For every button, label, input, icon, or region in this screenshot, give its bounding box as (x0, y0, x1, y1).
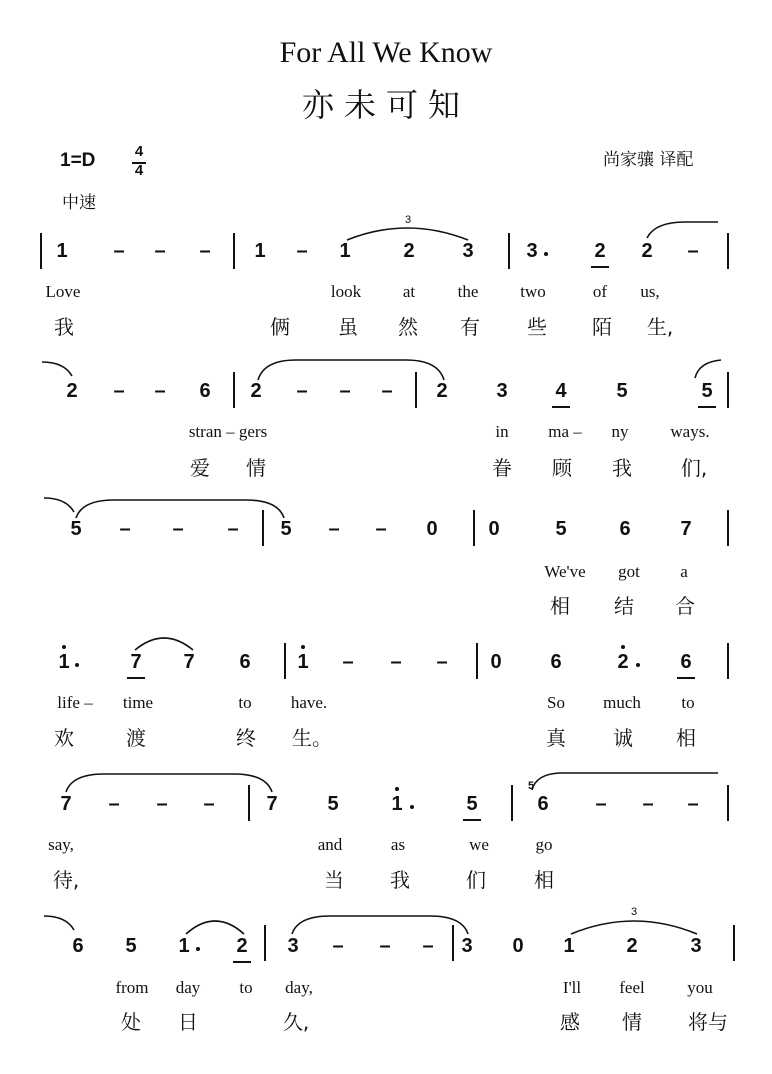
lyric-en: to (239, 978, 253, 997)
tie-continuation (44, 914, 76, 932)
lyric-en: to (238, 693, 252, 712)
note: – (390, 651, 402, 673)
note: – (199, 240, 211, 262)
lyric-zh: 诚 (613, 726, 633, 750)
note: 1 (254, 240, 266, 262)
slur (184, 914, 246, 936)
lyric-en: We've (544, 562, 586, 581)
lyric-zh: 相 (676, 726, 696, 750)
note: – (342, 651, 354, 673)
barline (508, 233, 510, 269)
tie-continuation (44, 496, 76, 514)
note: 1 (391, 793, 403, 815)
note: 7 (183, 651, 195, 673)
note: – (156, 793, 168, 815)
lyric-zh: 虽 (338, 315, 358, 339)
triplet-label: 3 (404, 214, 412, 226)
lyric-zh: 有 (460, 315, 480, 339)
lyric-en: of (592, 282, 608, 301)
note: – (381, 380, 393, 402)
lyric-en: we (469, 835, 489, 854)
augmentation-dot (75, 663, 79, 667)
note: 6 (550, 651, 562, 673)
lyric-en: have. (290, 693, 328, 712)
note: – (172, 518, 184, 540)
tie (74, 496, 286, 520)
note: 0 (488, 518, 500, 540)
note: – (296, 240, 308, 262)
lyric-en: day, (285, 978, 313, 997)
note: 3 (461, 935, 473, 957)
barline (233, 233, 235, 269)
barline (40, 233, 42, 269)
note: 1 (178, 935, 190, 957)
barline (727, 372, 729, 408)
lyric-en: day (175, 978, 201, 997)
lyric-en: and (317, 835, 343, 854)
tie (693, 358, 723, 380)
note: – (328, 518, 340, 540)
lyric-zh: 我 (54, 315, 74, 339)
key-signature: 1=D (60, 150, 96, 171)
lyric-zh: 合 (675, 594, 695, 618)
note: 7 (60, 793, 72, 815)
note: – (687, 793, 699, 815)
note: – (595, 793, 607, 815)
lyric-zh: 生。 (292, 726, 332, 750)
note: 2 (641, 240, 653, 262)
lyric-en: So (547, 693, 565, 712)
note: 1 (297, 651, 309, 673)
note: – (227, 518, 239, 540)
high-octave-dot (301, 645, 305, 649)
lyric-zh: 些 (527, 315, 547, 339)
lyric-zh: 情 (622, 1010, 642, 1034)
lyric-zh: 情 (246, 456, 266, 480)
note: 5 (280, 518, 292, 540)
underline (591, 266, 609, 268)
high-octave-dot (395, 787, 399, 791)
barline (284, 643, 286, 679)
lyric-en: feel (619, 978, 645, 997)
lyric-zh: 我 (612, 456, 632, 480)
note: – (375, 518, 387, 540)
barline (727, 233, 729, 269)
lyric-zh: 久, (282, 1010, 310, 1034)
lyric-zh: 感 (560, 1010, 580, 1034)
lyric-zh: 顾 (552, 456, 572, 480)
credit: 尚家骧 译配 (603, 150, 694, 170)
lyric-zh: 终 (236, 726, 256, 750)
underline (552, 406, 570, 408)
barline (727, 785, 729, 821)
barline (476, 643, 478, 679)
lyric-en: in (495, 422, 509, 441)
note: 2 (617, 651, 629, 673)
note: 2 (236, 935, 248, 957)
lyric-zh: 爱 (190, 456, 210, 480)
tie (290, 912, 470, 936)
lyric-zh: 结 (614, 594, 634, 618)
note: 3 (287, 935, 299, 957)
note: – (422, 935, 434, 957)
lyric-zh: 相 (550, 594, 570, 618)
underline (698, 406, 716, 408)
augmentation-dot (196, 947, 200, 951)
barline (264, 925, 266, 961)
note: 6 (72, 935, 84, 957)
title-chinese: 亦未可知 (301, 86, 470, 124)
note: 5 (555, 518, 567, 540)
lyric-en: two (520, 282, 546, 301)
tie (64, 770, 274, 794)
lyric-en: ny (611, 422, 629, 441)
note: 2 (626, 935, 638, 957)
note: 5 (616, 380, 628, 402)
note: – (436, 651, 448, 673)
note: 0 (512, 935, 524, 957)
note: 1 (58, 651, 70, 673)
lyric-zh: 陌 (592, 315, 612, 339)
barline (473, 510, 475, 546)
lyric-en: much (603, 693, 641, 712)
lyric-en: I'll (562, 978, 582, 997)
note: 5 (701, 380, 713, 402)
note: 6 (537, 793, 549, 815)
augmentation-dot (410, 805, 414, 809)
tie (645, 220, 720, 240)
note: 3 (462, 240, 474, 262)
lyric-en: ma – (548, 422, 582, 441)
underline (463, 819, 481, 821)
triplet-label: 3 (630, 906, 638, 918)
note: 5 (327, 793, 339, 815)
note: 0 (426, 518, 438, 540)
note: 7 (680, 518, 692, 540)
note: 4 (555, 380, 567, 402)
note: 5 (466, 793, 478, 815)
lyric-zh: 俩 (270, 315, 290, 339)
lyric-en: stran – gers (188, 422, 268, 441)
lyric-en: at (402, 282, 416, 301)
underline (233, 961, 251, 963)
slur (133, 632, 195, 652)
tie (530, 770, 720, 792)
lyric-zh: 当 (324, 868, 344, 892)
note: – (154, 380, 166, 402)
note: 3 (526, 240, 538, 262)
barline (511, 785, 513, 821)
note: – (154, 240, 166, 262)
lyric-zh: 眷 (492, 456, 512, 480)
lyric-zh: 处 (121, 1010, 141, 1034)
note: 1 (563, 935, 575, 957)
note: 2 (250, 380, 262, 402)
lyric-en: you (687, 978, 713, 997)
note: 5 (70, 518, 82, 540)
lyric-en: life – (57, 693, 93, 712)
lyric-zh: 相 (534, 868, 554, 892)
note: – (203, 793, 215, 815)
lyric-zh: 日 (178, 1010, 198, 1034)
note: 1 (339, 240, 351, 262)
underline (677, 677, 695, 679)
note: 3 (496, 380, 508, 402)
lyric-en: say, (48, 835, 74, 854)
note: 1 (56, 240, 68, 262)
note: 2 (594, 240, 606, 262)
lyric-en: a (680, 562, 688, 581)
augmentation-dot (544, 252, 548, 256)
barline (727, 510, 729, 546)
note: 0 (490, 651, 502, 673)
note: – (379, 935, 391, 957)
lyric-zh: 我 (390, 868, 410, 892)
note: 6 (619, 518, 631, 540)
note: 3 (690, 935, 702, 957)
note: – (642, 793, 654, 815)
lyric-zh: 真 (546, 726, 566, 750)
lyric-en: Love (45, 282, 81, 301)
title-english: For All We Know (279, 36, 493, 69)
lyric-en: go (535, 835, 553, 854)
underline (127, 677, 145, 679)
note: 2 (436, 380, 448, 402)
note: 7 (266, 793, 278, 815)
note: 2 (66, 380, 78, 402)
barline (233, 372, 235, 408)
lyric-en: the (457, 282, 479, 301)
note: – (339, 380, 351, 402)
note: – (296, 380, 308, 402)
time-signature-top: 4 (134, 143, 144, 160)
note: 5 (125, 935, 137, 957)
grace-note: 5 (528, 780, 535, 792)
lyric-zh: 待, (52, 868, 80, 892)
tempo-marking: 中速 (62, 193, 96, 213)
note: 6 (239, 651, 251, 673)
lyric-en: ways. (670, 422, 710, 441)
lyric-zh: 然 (398, 315, 418, 339)
tie (256, 356, 446, 382)
lyric-en: got (618, 562, 640, 581)
high-octave-dot (62, 645, 66, 649)
high-octave-dot (621, 645, 625, 649)
barline (733, 925, 735, 961)
lyric-en: from (115, 978, 149, 997)
note: – (108, 793, 120, 815)
lyric-en: time (122, 693, 154, 712)
note: – (119, 518, 131, 540)
augmentation-dot (636, 663, 640, 667)
note: – (687, 240, 699, 262)
lyric-zh: 欢 (54, 726, 74, 750)
note: 7 (130, 651, 142, 673)
lyric-zh: 将与 (688, 1010, 728, 1034)
lyric-zh: 们 (466, 868, 486, 892)
lyric-zh: 生, (646, 315, 674, 339)
tie-continuation (42, 360, 74, 378)
lyric-zh: 们, (680, 456, 708, 480)
note: 6 (199, 380, 211, 402)
note: 6 (680, 651, 692, 673)
lyric-zh: 渡 (126, 726, 146, 750)
time-signature-bottom: 4 (134, 162, 144, 179)
lyric-en: us, (640, 282, 660, 301)
lyric-en: to (681, 693, 695, 712)
barline (727, 643, 729, 679)
lyric-en: as (390, 835, 406, 854)
note: – (332, 935, 344, 957)
note: – (113, 240, 125, 262)
note: – (113, 380, 125, 402)
note: 2 (403, 240, 415, 262)
lyric-en: look (330, 282, 362, 301)
